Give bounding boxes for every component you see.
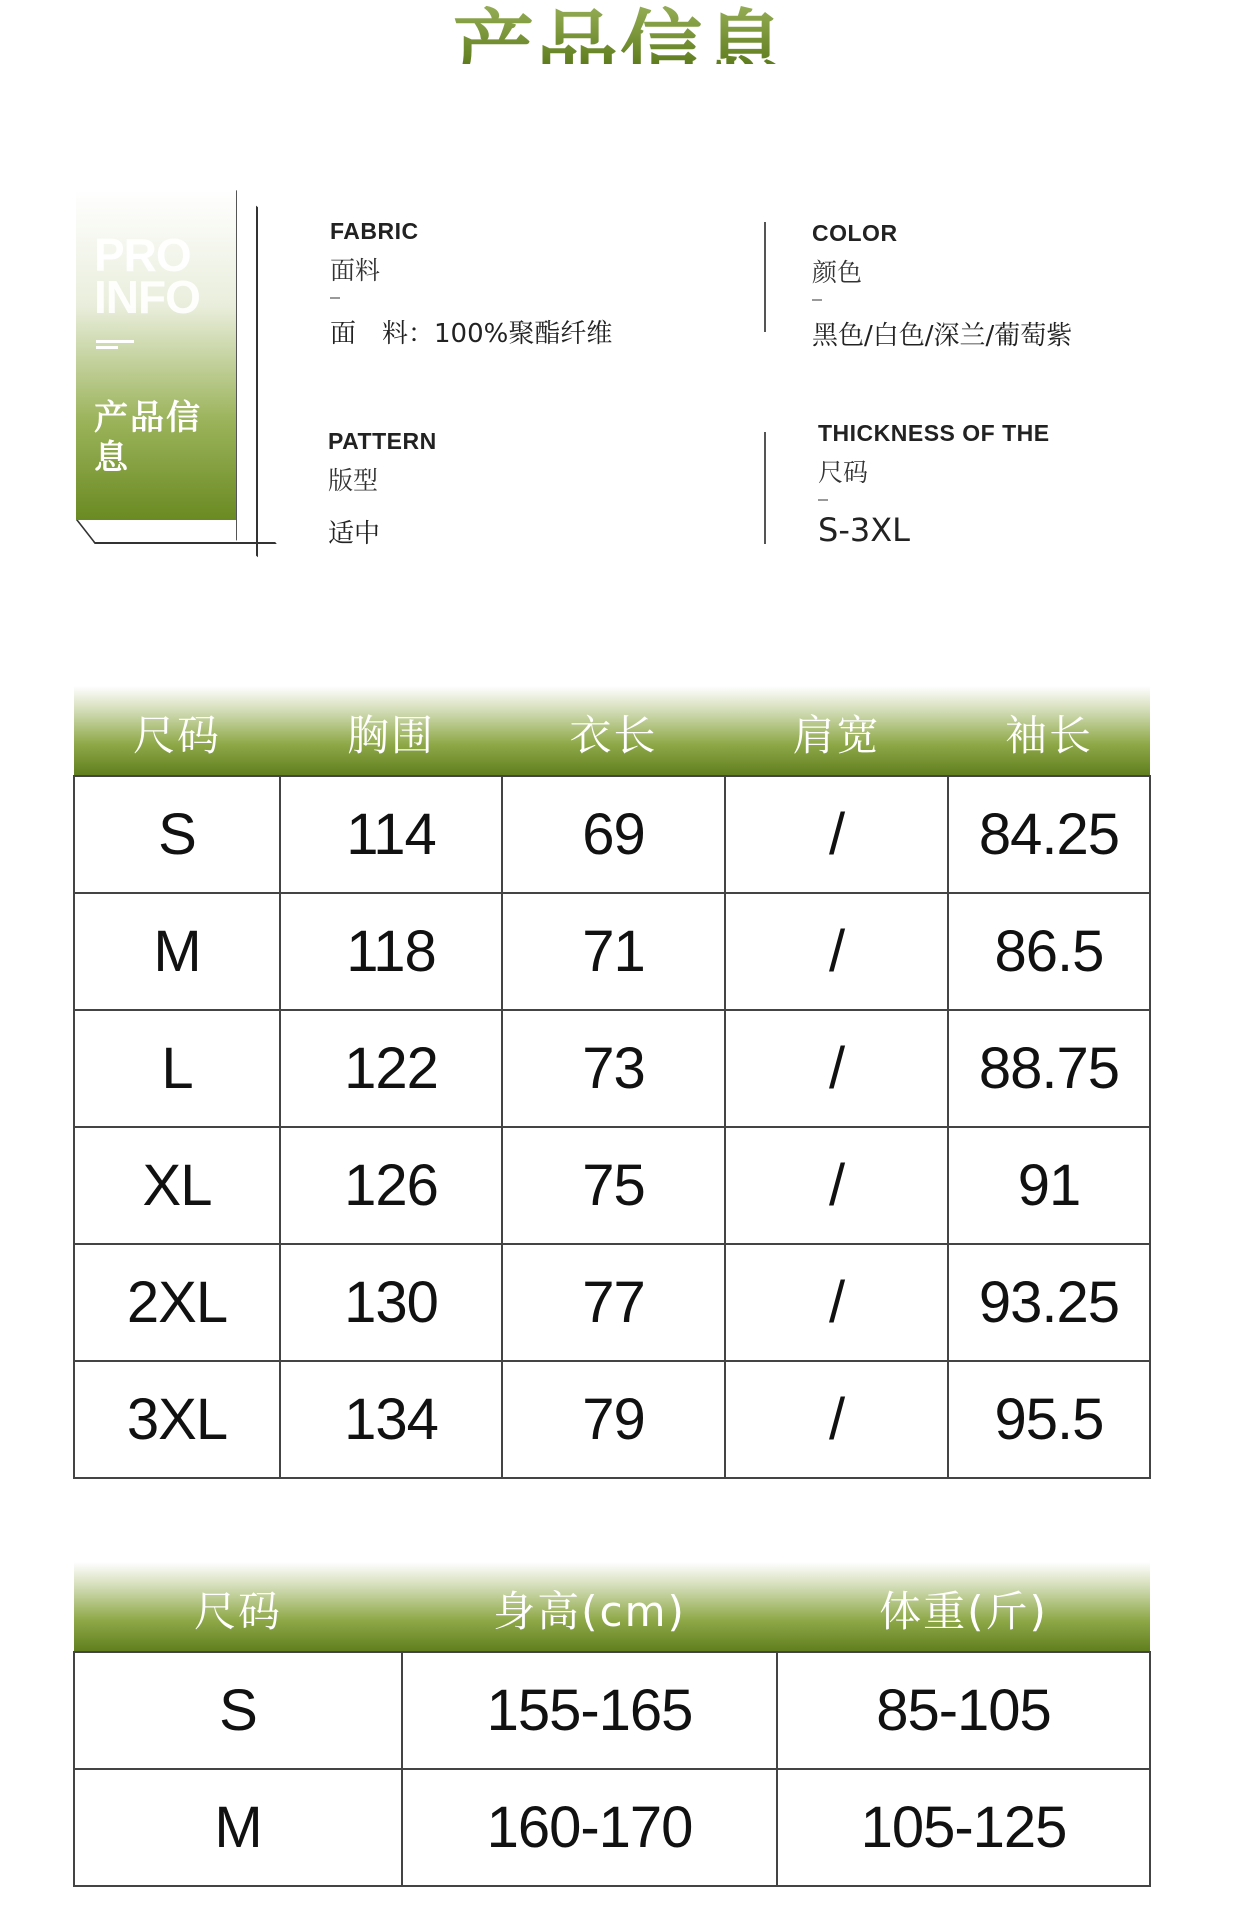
table-row: [74, 776, 1150, 893]
cell-size: XL: [74, 1127, 280, 1244]
size-range-label-cn: 尺码: [818, 458, 869, 487]
size-range-block: [818, 420, 1050, 549]
height-weight-header-row: [74, 1562, 1150, 1652]
card-side-edge: [236, 190, 258, 557]
cell-length: 77: [502, 1244, 725, 1361]
cell-chest: 134: [280, 1361, 502, 1478]
card-dash-icon: [96, 340, 136, 350]
card-bottom-edge: [76, 520, 277, 544]
table-row: [74, 1361, 1150, 1478]
cell-length: 69: [502, 776, 725, 893]
table-row: [74, 1010, 1150, 1127]
cell-size: 2XL: [74, 1244, 280, 1361]
color-value: 黑色/白色/深兰/葡萄紫: [812, 321, 1073, 351]
color-block: [812, 220, 1072, 352]
color-label-en: COLOR: [812, 220, 898, 246]
cell-sleeve: 95.5: [948, 1361, 1150, 1478]
height-weight-table: [73, 1562, 1151, 1887]
cell-height: 160-170: [402, 1769, 777, 1886]
header-size: 尺码: [74, 686, 280, 776]
size-chart-table: [73, 686, 1151, 1479]
page-title: 产品信息: [0, 0, 1240, 64]
cell-shoulder: /: [725, 1361, 948, 1478]
cell-weight: 105-125: [777, 1769, 1150, 1886]
cell-shoulder: /: [725, 1244, 948, 1361]
cell-length: 71: [502, 893, 725, 1010]
size-range-label-en: THICKNESS OF THE: [818, 420, 1050, 446]
cell-length: 73: [502, 1010, 725, 1127]
header-chest: 胸围: [280, 686, 502, 776]
cell-shoulder: /: [725, 1127, 948, 1244]
cell-size: M: [74, 1769, 402, 1886]
size-chart-header-row: [74, 686, 1150, 776]
table-row: [74, 1127, 1150, 1244]
cell-chest: 126: [280, 1127, 502, 1244]
fabric-block: [330, 218, 612, 350]
header-shoulder: 肩宽: [725, 686, 948, 776]
fabric-label-en: FABRIC: [330, 218, 419, 244]
cell-sleeve: 88.75: [948, 1010, 1150, 1127]
fabric-value: 面 料：100%聚酯纤维: [330, 319, 613, 349]
cell-shoulder: /: [725, 776, 948, 893]
color-dash: [812, 299, 822, 301]
cell-length: 75: [502, 1127, 725, 1244]
header-height: 身高(cm): [402, 1562, 777, 1652]
divider-top: [764, 222, 766, 332]
cell-sleeve: 84.25: [948, 776, 1150, 893]
fabric-label-cn: 面料: [330, 256, 381, 285]
cell-size: L: [74, 1010, 280, 1127]
cell-chest: 130: [280, 1244, 502, 1361]
cell-size: 3XL: [74, 1361, 280, 1478]
table-row: [74, 893, 1150, 1010]
header-length: 衣长: [502, 686, 725, 776]
cell-shoulder: /: [725, 893, 948, 1010]
cell-chest: 122: [280, 1010, 502, 1127]
size-range-value: S-3XL: [818, 511, 910, 549]
cell-sleeve: 93.25: [948, 1244, 1150, 1361]
table-row: [74, 1769, 1150, 1886]
divider-bottom: [764, 432, 766, 544]
cell-sleeve: 86.5: [948, 893, 1150, 1010]
cell-sleeve: 91: [948, 1127, 1150, 1244]
pattern-block: [328, 428, 437, 550]
fabric-dash: [330, 297, 340, 299]
cell-size: M: [74, 893, 280, 1010]
table-row: [74, 1244, 1150, 1361]
header-sleeve: 袖长: [948, 686, 1150, 776]
cell-length: 79: [502, 1361, 725, 1478]
color-label-cn: 颜色: [812, 258, 863, 287]
pro-info-card: [76, 190, 262, 548]
cell-weight: 85-105: [777, 1652, 1150, 1769]
header-size: 尺码: [74, 1562, 402, 1652]
cell-height: 155-165: [402, 1652, 777, 1769]
pattern-value: 适中: [328, 519, 381, 549]
card-en-title: PRO INFO: [94, 229, 200, 323]
pattern-label-cn: 版型: [328, 466, 379, 495]
cell-size: S: [74, 776, 280, 893]
cell-chest: 118: [280, 893, 502, 1010]
table-row: [74, 1652, 1150, 1769]
header-weight: 体重(斤): [777, 1562, 1150, 1652]
cell-shoulder: /: [725, 1010, 948, 1127]
cell-chest: 114: [280, 776, 502, 893]
card-cn-title: 产品信息: [94, 398, 202, 478]
size-range-dash: [818, 499, 828, 501]
cell-size: S: [74, 1652, 402, 1769]
pattern-label-en: PATTERN: [328, 428, 437, 454]
